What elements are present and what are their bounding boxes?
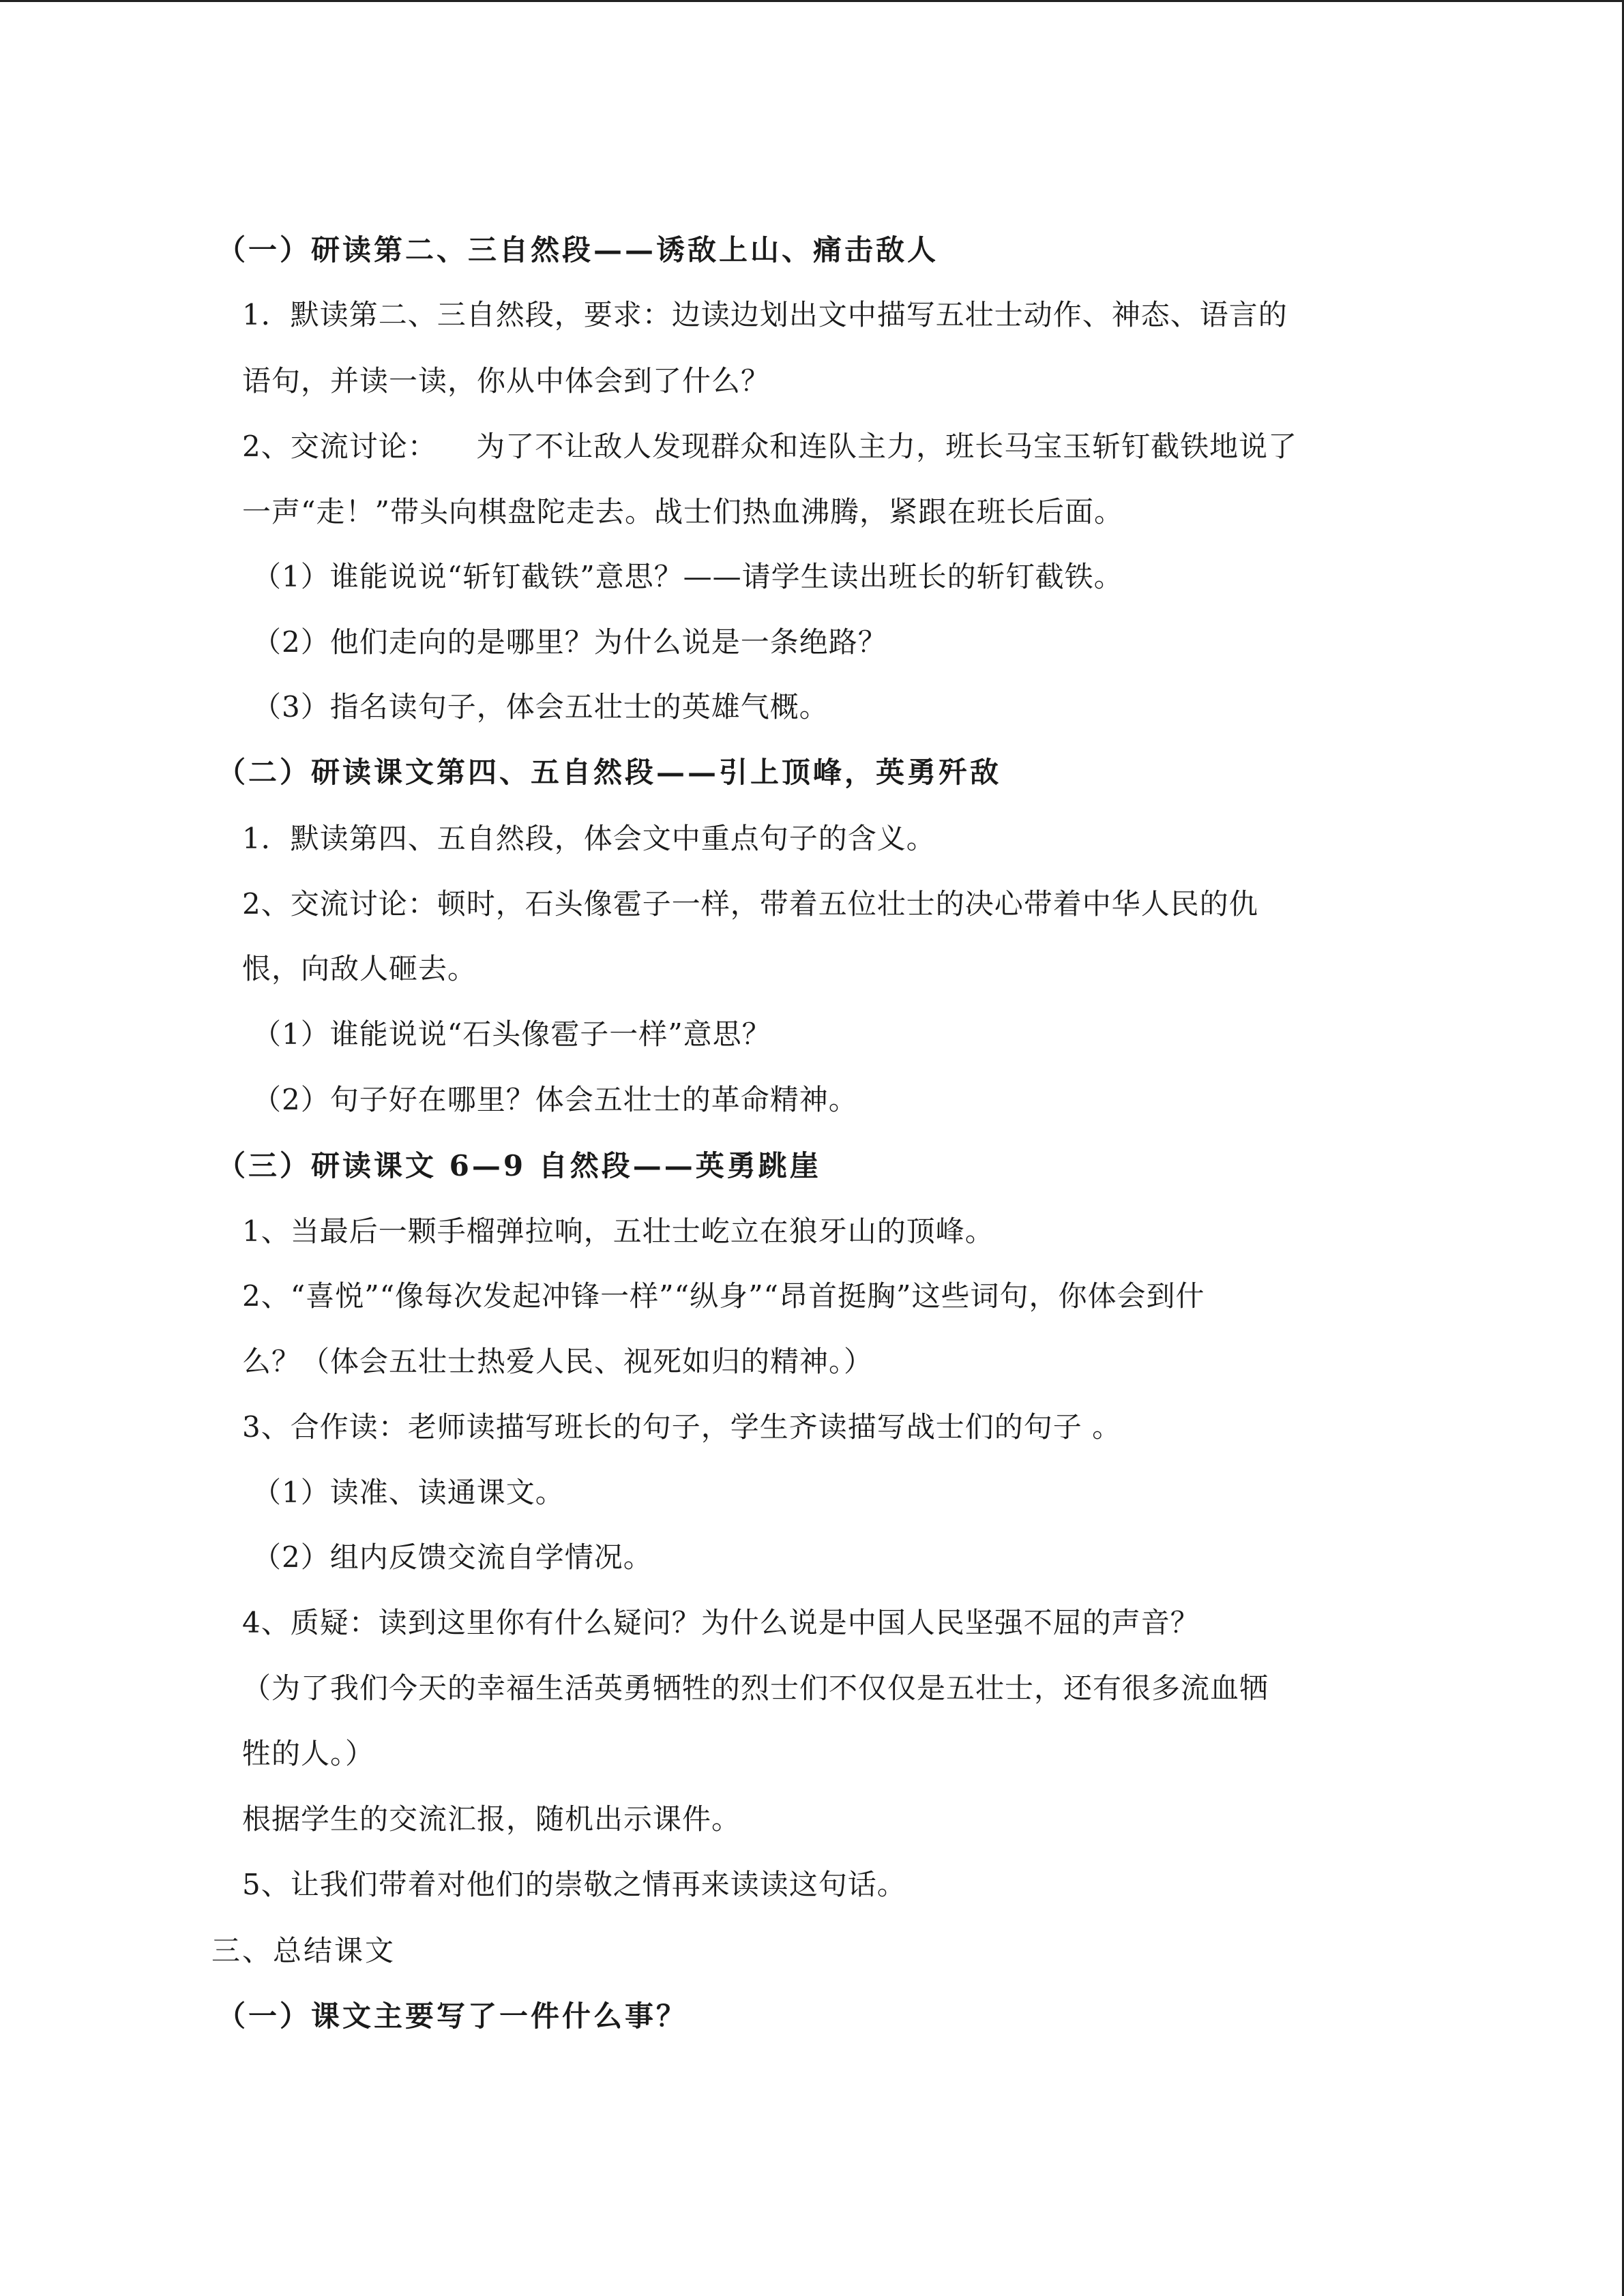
paragraph-line: （2）句子好在哪里？体会五壮士的革命精神。 [252,1083,858,1116]
paragraph-line: 3、合作读：老师读描写班长的句子，学生齐读描写战士们的句子 。 [242,1410,1122,1444]
paragraph-line: （1）读准、读通课文。 [252,1476,565,1509]
paragraph-line: 语句，并读一读，你从中体会到了什么？ [242,364,771,398]
subheading-section-2: （二）研读课文第四、五自然段——引上顶峰，英勇歼敌 [217,756,1002,789]
paragraph-line: 2、交流讨论： 为了不让敌人发现群众和连队主力，班长马宝玉斩钉截铁地说了 [242,430,1298,463]
paragraph-line: 根据学生的交流汇报，随机出示课件。 [242,1802,741,1836]
paragraph-line: 1、当最后一颗手榴弹拉响，五壮士屹立在狼牙山的顶峰。 [242,1214,994,1248]
paragraph-line: （1）谁能说说“石头像雹子一样”意思？ [252,1017,771,1051]
paragraph-line: （2）他们走向的是哪里？为什么说是一条绝路？ [252,625,887,659]
subheading-section-3: （三）研读课文 6—9 自然段——英勇跳崖 [217,1149,821,1182]
paragraph-line: 2、交流讨论：顿时，石头像雹子一样，带着五位壮士的决心带着中华人民的仇 [242,887,1258,921]
paragraph-line: 1．默读第二、三自然段，要求：边读边划出文中描写五壮士动作、神态、语言的 [242,298,1288,331]
paragraph-line: （为了我们今天的幸福生活英勇牺牲的烈士们不仅仅是五壮士，还有很多流血牺 [242,1671,1269,1705]
paragraph-line: 么？（体会五壮士热爱人民、视死如归的精神。） [242,1345,874,1378]
paragraph-line: 恨，向敌人砸去。 [242,952,477,985]
paragraph-line: （1）谁能说说“斩钉截铁”意思？——请学生读出班长的斩钉截铁。 [252,560,1123,593]
paragraph-line: 一声“走！”带头向棋盘陀走去。战士们热血沸腾，紧跟在班长后面。 [242,495,1123,528]
subheading-section-1: （一）研读第二、三自然段——诱敌上山、痛击敌人 [217,233,939,267]
paragraph-line: 牲的人。） [242,1737,375,1770]
subheading-summary-1: （一）课文主要写了一件什么事？ [217,1999,688,2033]
paragraph-line: 2、“喜悦”“像每次发起冲锋一样”“纵身”“昂首挺胸”这些词句，你体会到什 [242,1279,1205,1313]
paragraph-line: （3）指名读句子，体会五壮士的英雄气概。 [252,690,829,724]
section-heading-summary: 三、总结课文 [211,1934,396,1967]
paragraph-line: （2）组内反馈交流自学情况。 [252,1540,653,1574]
paragraph-line: 1．默读第四、五自然段，体会文中重点句子的含义。 [242,822,936,855]
paragraph-line: 4、质疑：读到这里你有什么疑问？为什么说是中国人民坚强不屈的声音？ [242,1606,1200,1639]
paragraph-line: 5、让我们带着对他们的崇敬之情再来读读这句话。 [242,1868,906,1901]
